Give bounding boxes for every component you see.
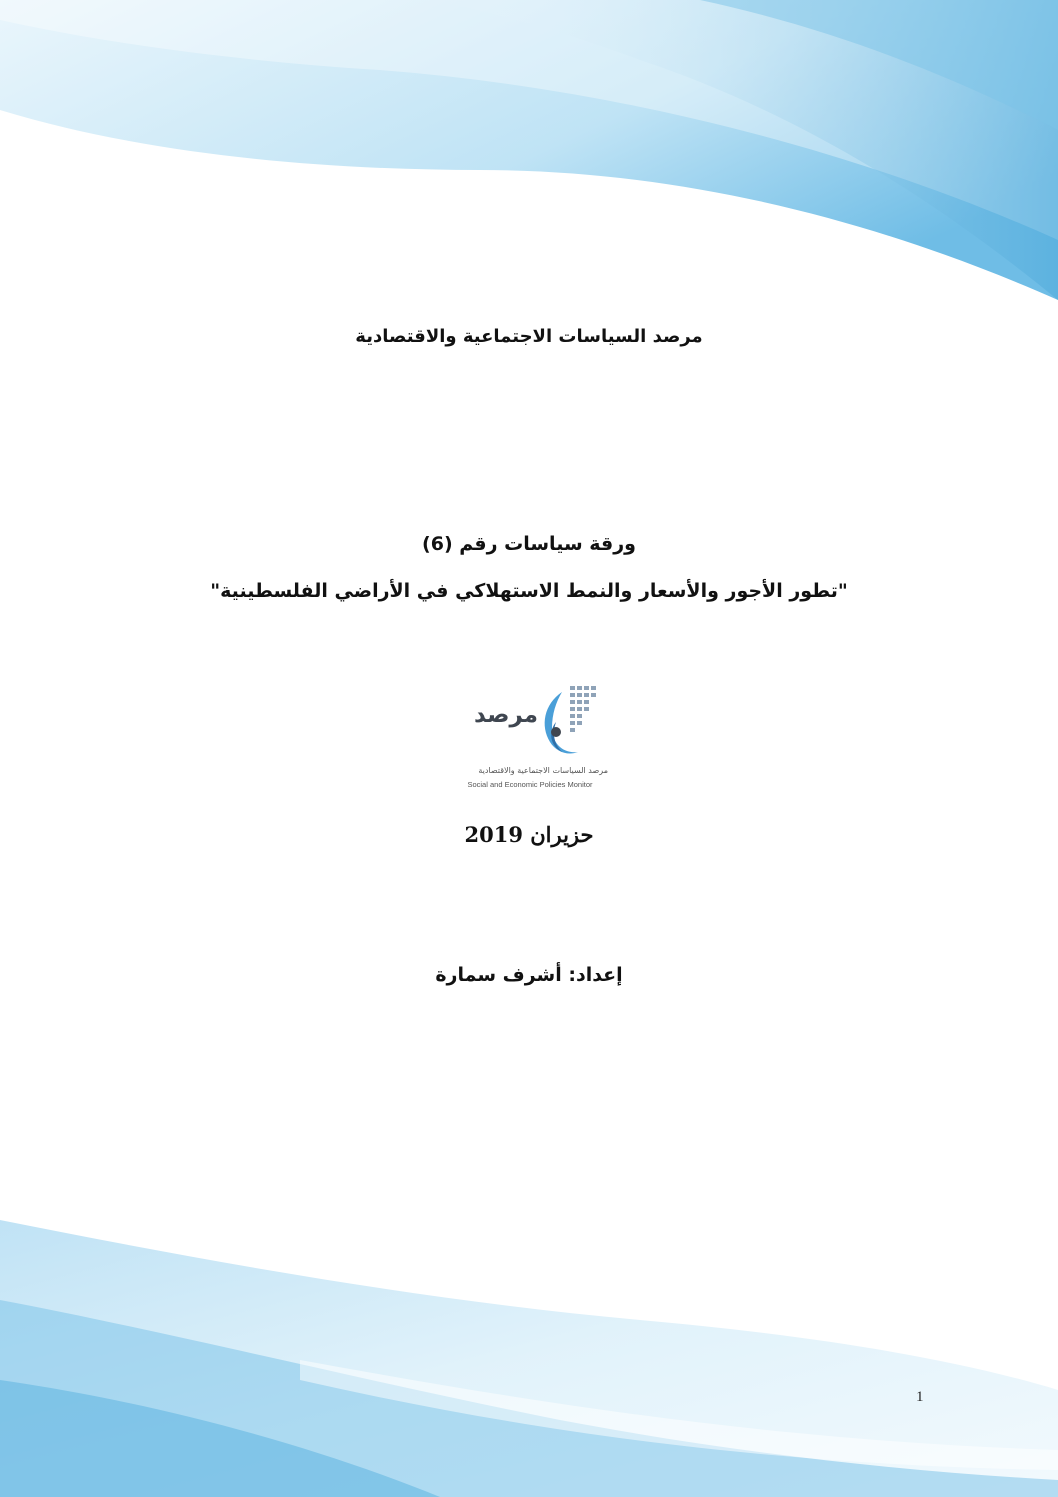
publication-date: حزيران 2019 — [464, 822, 594, 847]
author: إعداد: أشرف سمارة — [435, 964, 623, 986]
paper-title: "تطور الأجور والأسعار والنمط الاستهلاكي في الأراضي الفلسطينية" — [210, 580, 848, 602]
page-number: 1 — [916, 1389, 924, 1405]
paper-number: ورقة سياسات رقم (6) — [422, 533, 636, 555]
logo-wordmark: مرصد — [473, 702, 538, 728]
marsad-logo — [452, 682, 612, 794]
organization-name: مرصد السياسات الاجتماعية والاقتصادية — [355, 326, 703, 347]
logo-subtitle-english: Social and Economic Policies Monitor — [467, 780, 593, 789]
logo-subtitle-arabic: مرصد السياسات الاجتماعية والاقتصادية — [478, 766, 608, 775]
